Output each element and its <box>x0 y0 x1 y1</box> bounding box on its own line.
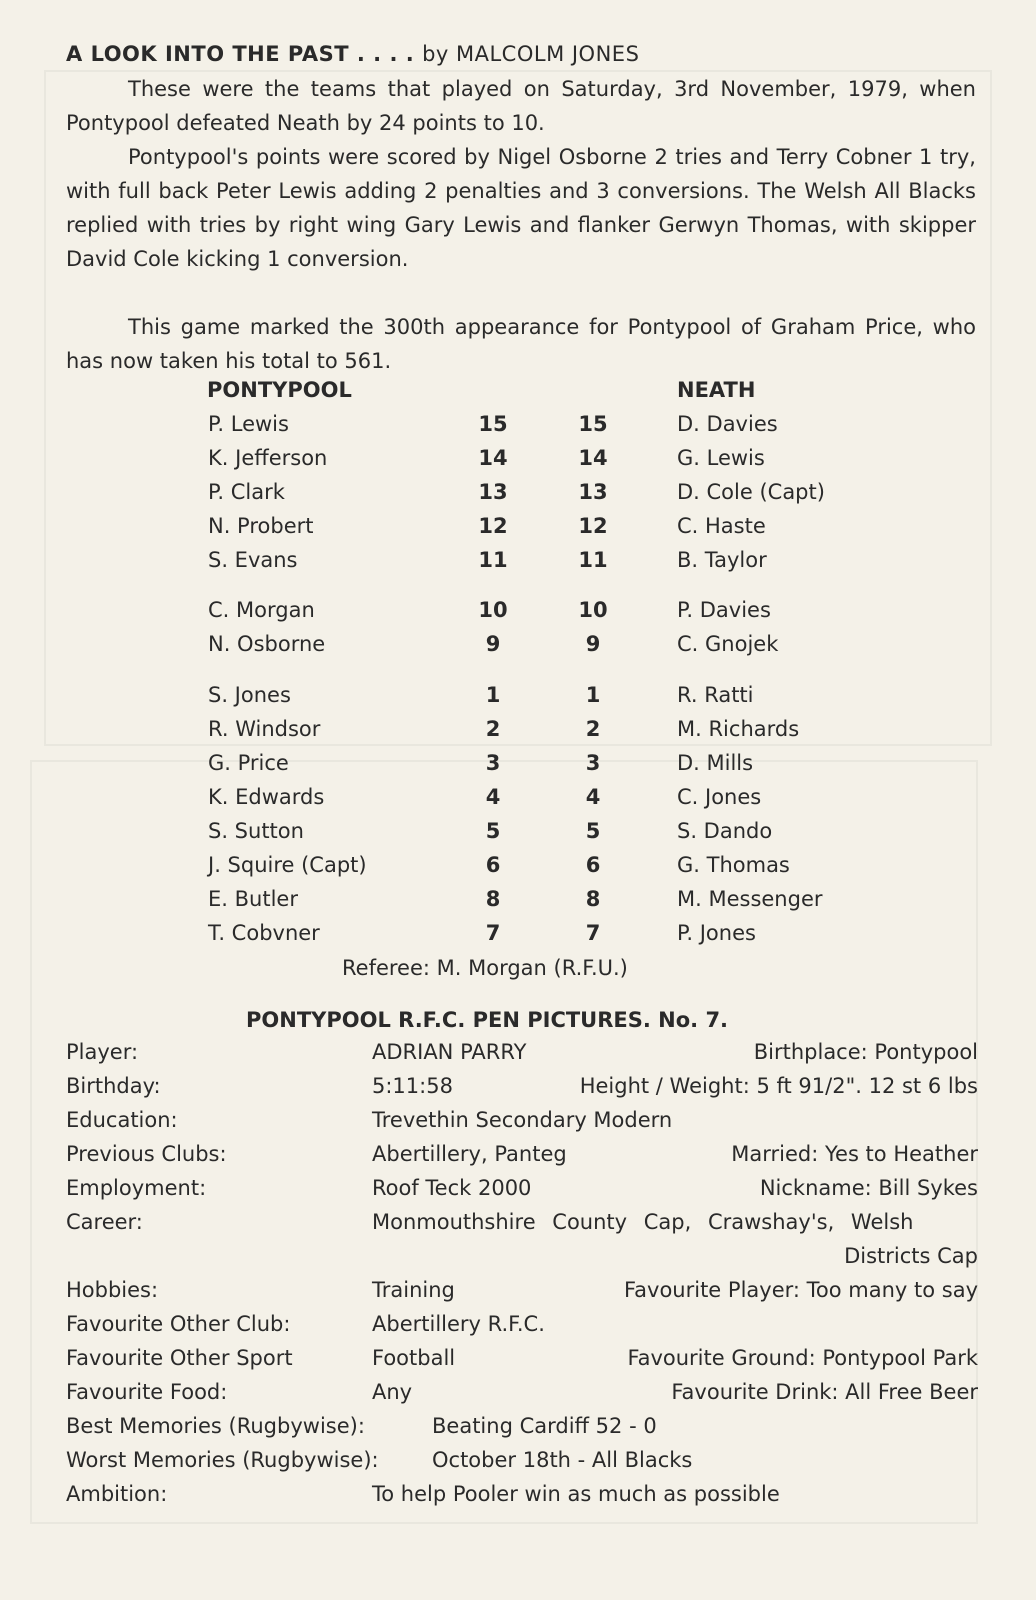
team-row <box>0 446 1036 480</box>
pen-label: Previous Clubs: <box>66 1142 227 1166</box>
pen-label: Hobbies: <box>66 1278 159 1302</box>
team-row <box>0 598 1036 632</box>
away-player: C. Gnojek <box>677 632 779 656</box>
team-row <box>0 480 1036 514</box>
home-player: S. Evans <box>208 548 298 572</box>
home-shirt-number: 6 <box>485 853 501 877</box>
team-row <box>0 887 1036 921</box>
article-title: A LOOK INTO THE PAST . . . . <box>66 42 415 66</box>
away-shirt-number: 1 <box>585 683 601 707</box>
home-shirt-number: 5 <box>485 819 501 843</box>
pen-row <box>0 1210 1036 1244</box>
away-player: D. Davies <box>677 412 778 436</box>
away-shirt-number: 10 <box>578 598 608 622</box>
pen-row <box>0 1244 1036 1278</box>
pen-label: Favourite Other Club: <box>66 1312 291 1336</box>
pen-label: Player: <box>66 1040 139 1064</box>
pen-right-detail: Favourite Player: Too many to say <box>624 1278 978 1302</box>
home-player: P. Lewis <box>208 412 289 436</box>
pen-row <box>0 1380 1036 1414</box>
away-shirt-number: 6 <box>585 853 601 877</box>
home-team-header: PONTYPOOL <box>207 378 352 402</box>
home-player: G. Price <box>208 751 289 775</box>
home-shirt-number: 7 <box>485 921 501 945</box>
home-shirt-number: 9 <box>485 632 501 656</box>
away-player: G. Thomas <box>677 853 790 877</box>
away-shirt-number: 9 <box>585 632 601 656</box>
home-shirt-number: 4 <box>485 785 501 809</box>
away-player: G. Lewis <box>677 446 765 470</box>
pen-pictures-title: PONTYPOOL R.F.C. PEN PICTURES. No. 7. <box>246 1008 729 1032</box>
pen-value: Trevethin Secondary Modern <box>372 1108 673 1132</box>
home-player: E. Butler <box>208 887 298 911</box>
home-shirt-number: 2 <box>485 717 501 741</box>
away-shirt-number: 8 <box>585 887 601 911</box>
pen-memory-row <box>0 1448 1036 1482</box>
pen-right-detail: Height / Weight: 5 ft 91/2". 12 st 6 lbs <box>579 1074 978 1098</box>
team-row <box>0 785 1036 819</box>
pen-memory-row <box>0 1414 1036 1448</box>
pen-label: Favourite Food: <box>66 1380 228 1404</box>
article-heading <box>66 42 639 66</box>
away-player: M. Messenger <box>677 887 823 911</box>
home-player: K. Jefferson <box>208 446 328 470</box>
away-shirt-number: 11 <box>578 548 608 572</box>
referee-line: Referee: M. Morgan (R.F.U.) <box>342 956 628 980</box>
pen-label: Favourite Other Sport <box>66 1346 293 1370</box>
pen-right-detail: Birthplace: Pontypool <box>753 1040 978 1064</box>
home-player: S. Jones <box>208 683 291 707</box>
away-shirt-number: 15 <box>578 412 608 436</box>
pen-value: Any <box>372 1380 413 1404</box>
pen-row <box>0 1108 1036 1142</box>
pen-right-detail: Nickname: Bill Sykes <box>759 1176 978 1200</box>
pen-ambition-row <box>0 1482 1036 1516</box>
pen-value: 5:11:58 <box>372 1074 453 1098</box>
pen-value: Monmouthshire County Cap, Crawshay's, Welsh <box>372 1210 914 1234</box>
pen-label: Education: <box>66 1108 178 1132</box>
team-row <box>0 819 1036 853</box>
pen-value: Beating Cardiff 52 - 0 <box>432 1414 657 1438</box>
pen-value: Roof Teck 2000 <box>372 1176 532 1200</box>
away-shirt-number: 12 <box>578 514 608 538</box>
team-row <box>0 717 1036 751</box>
home-shirt-number: 11 <box>478 548 508 572</box>
pen-row <box>0 1074 1036 1108</box>
home-player: S. Sutton <box>208 819 304 843</box>
away-player: S. Dando <box>677 819 773 843</box>
team-row <box>0 751 1036 785</box>
home-player: N. Probert <box>208 514 314 538</box>
pen-value: Abertillery, Panteg <box>372 1142 567 1166</box>
pen-label: Best Memories (Rugbywise): <box>66 1414 365 1438</box>
pen-label: Ambition: <box>66 1482 168 1506</box>
home-shirt-number: 15 <box>478 412 508 436</box>
pen-label: Career: <box>66 1210 143 1234</box>
home-shirt-number: 12 <box>478 514 508 538</box>
pen-label: Birthday: <box>66 1074 161 1098</box>
away-player: B. Taylor <box>677 548 767 572</box>
home-player: K. Edwards <box>208 785 325 809</box>
home-shirt-number: 14 <box>478 446 508 470</box>
pen-value: To help Pooler win as much as possible <box>372 1482 780 1506</box>
away-player: D. Mills <box>677 751 754 775</box>
away-shirt-number: 2 <box>585 717 601 741</box>
home-player: T. Cobvner <box>208 921 320 945</box>
pen-value: Abertillery R.F.C. <box>372 1312 545 1336</box>
away-shirt-number: 5 <box>585 819 601 843</box>
pen-value: October 18th - All Blacks <box>432 1448 693 1472</box>
team-row <box>0 548 1036 582</box>
pen-row <box>0 1176 1036 1210</box>
article-paragraph-3: This game marked the 300th appearance for Pontypool of Graham Price, who has now taken his total to 561. <box>66 315 976 373</box>
away-shirt-number: 13 <box>578 480 608 504</box>
away-player: R. Ratti <box>677 683 754 707</box>
home-shirt-number: 3 <box>485 751 501 775</box>
home-shirt-number: 13 <box>478 480 508 504</box>
home-player: P. Clark <box>208 480 285 504</box>
pen-row <box>0 1278 1036 1312</box>
pen-value: ADRIAN PARRY <box>372 1040 527 1064</box>
pen-right-detail: Favourite Ground: Pontypool Park <box>627 1346 978 1370</box>
article-paragraph-2: Pontypool's points were scored by Nigel Osborne 2 tries and Terry Cobner 1 try, with full back Peter Lewis adding 2 penalties and 3 conversions. The Welsh All Blacks replied with tries by right wing Gary Lewis and flanker Gerwyn Thomas, with skipper David Cole kicking 1 conversion. <box>66 145 976 271</box>
pen-right-detail: Districts Cap <box>844 1244 978 1268</box>
pen-value: Football <box>372 1346 456 1370</box>
home-player: N. Osborne <box>208 632 326 656</box>
away-shirt-number: 3 <box>585 751 601 775</box>
away-player: P. Jones <box>677 921 756 945</box>
home-shirt-number: 1 <box>485 683 501 707</box>
pen-label: Worst Memories (Rugbywise): <box>66 1448 379 1472</box>
article-byline: by MALCOLM JONES <box>422 42 640 66</box>
away-team-header: NEATH <box>677 378 756 402</box>
article-paragraph-1: These were the teams that played on Saturday, 3rd November, 1979, when Pontypool defeated Neath by 24 points to 10. <box>66 77 976 135</box>
team-row <box>0 412 1036 446</box>
pen-value: Training <box>372 1278 455 1302</box>
pen-right-detail: Married: Yes to Heather <box>731 1142 978 1166</box>
away-player: P. Davies <box>677 598 771 622</box>
away-shirt-number: 4 <box>585 785 601 809</box>
home-player: J. Squire (Capt) <box>208 853 367 877</box>
away-shirt-number: 7 <box>585 921 601 945</box>
home-player: C. Morgan <box>208 598 315 622</box>
away-shirt-number: 14 <box>578 446 608 470</box>
pen-row <box>0 1142 1036 1176</box>
team-row <box>0 853 1036 887</box>
team-row <box>0 921 1036 955</box>
away-player: C. Jones <box>677 785 762 809</box>
home-player: R. Windsor <box>208 717 321 741</box>
pen-label: Employment: <box>66 1176 207 1200</box>
away-player: M. Richards <box>677 717 800 741</box>
pen-row <box>0 1346 1036 1380</box>
team-row <box>0 514 1036 548</box>
pen-right-detail: Favourite Drink: All Free Beer <box>671 1380 978 1404</box>
team-row <box>0 632 1036 666</box>
pen-row <box>0 1040 1036 1074</box>
home-shirt-number: 10 <box>478 598 508 622</box>
team-row <box>0 683 1036 717</box>
home-shirt-number: 8 <box>485 887 501 911</box>
away-player: C. Haste <box>677 514 766 538</box>
pen-row <box>0 1312 1036 1346</box>
away-player: D. Cole (Capt) <box>677 480 825 504</box>
